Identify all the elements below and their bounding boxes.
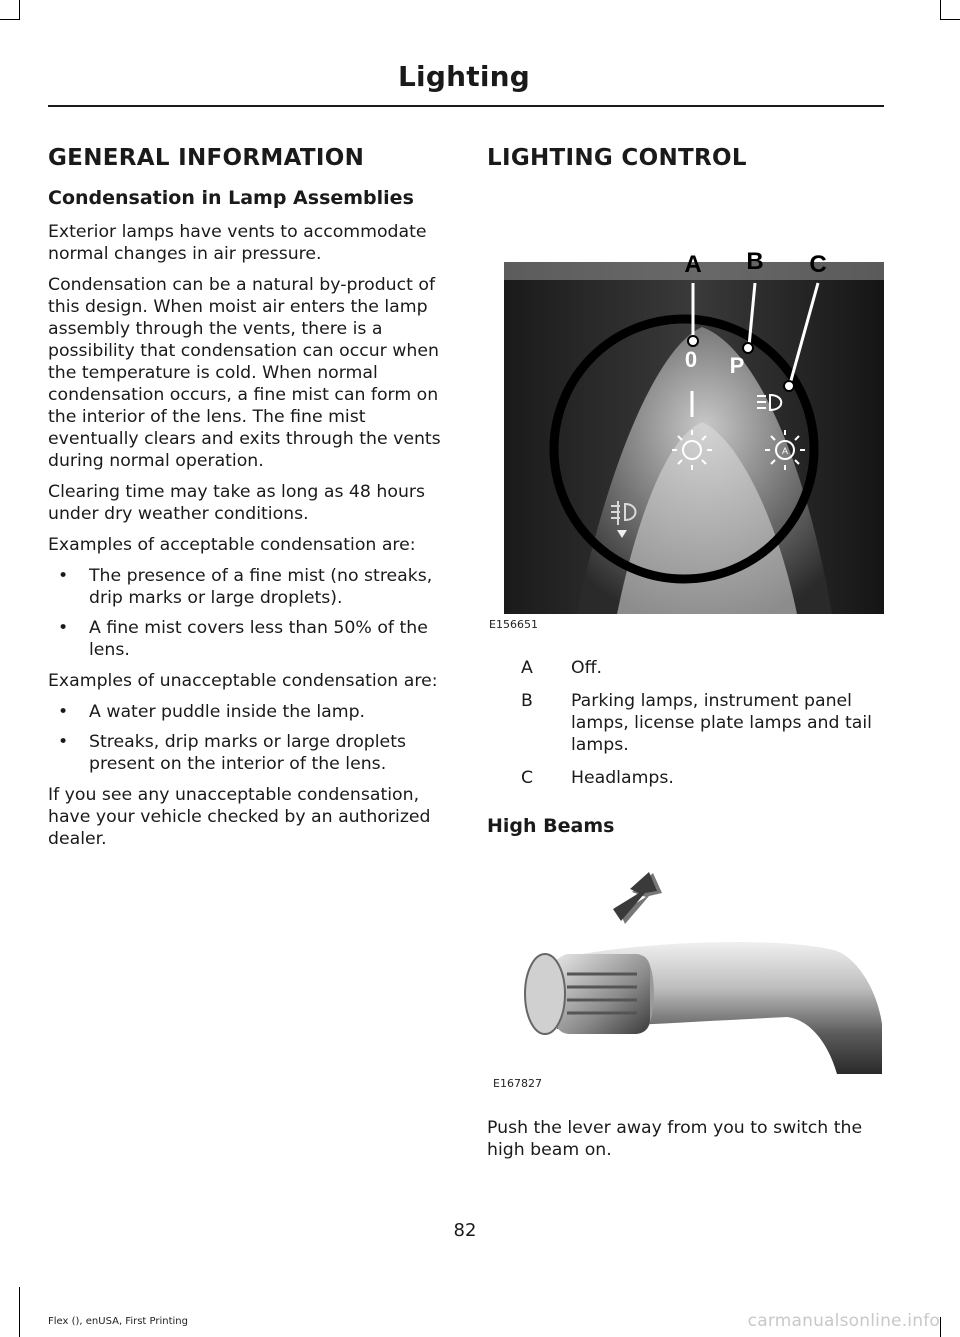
edition-footer: Flex (), enUSA, First Printing xyxy=(48,1316,188,1327)
crop-mark xyxy=(19,0,20,20)
callout-dot-a xyxy=(688,336,698,346)
multifunction-lever-illustration xyxy=(487,849,887,1087)
paragraph: Examples of unacceptable condensation are: xyxy=(48,671,438,691)
crop-mark xyxy=(940,19,960,20)
unacceptable-list xyxy=(48,701,448,775)
parking-lamp-icon: P xyxy=(729,353,745,378)
subtitle-condensation: Condensation in Lamp Assemblies xyxy=(48,187,414,209)
lighting-control-figure xyxy=(487,187,887,631)
page-title: Lighting xyxy=(398,60,530,93)
crop-mark xyxy=(0,19,20,20)
figure-code: E167827 xyxy=(493,1077,542,1090)
section-title-lighting-control: LIGHTING CONTROL xyxy=(487,145,747,171)
list-item: • A water puddle inside the lamp. xyxy=(48,701,448,723)
callout-label-c: C xyxy=(809,251,827,278)
list-item: • Streaks, drip marks or large droplets present on the interior of the lens. xyxy=(48,731,448,775)
paragraph: If you see any unacceptable condensation, have your vehicle checked by an authorized dealer. xyxy=(48,785,431,849)
legend-row xyxy=(487,767,887,789)
right-column xyxy=(487,145,887,1170)
callout-dot-c xyxy=(784,381,794,391)
callout-label-a: A xyxy=(684,251,702,278)
subtitle-high-beams: High Beams xyxy=(487,815,615,837)
list-item: • The presence of a fine mist (no streaks, drip marks or large droplets). xyxy=(48,565,448,609)
crop-mark xyxy=(940,0,941,20)
header-rule xyxy=(48,105,884,107)
legend-key: B xyxy=(521,691,533,711)
paragraph: Push the lever away from you to switch the high beam on. xyxy=(487,1118,863,1160)
legend xyxy=(487,657,887,789)
headlamp-switch-illustration xyxy=(487,187,887,627)
watermark: carmanualsonline.info xyxy=(747,1311,940,1331)
page-number: 82 xyxy=(453,1220,477,1241)
callout-label-b: B xyxy=(746,248,764,275)
paragraph: Examples of acceptable condensation are: xyxy=(48,535,416,555)
section-title-general-information: GENERAL INFORMATION xyxy=(48,145,365,171)
legend-text: Off. xyxy=(571,658,603,678)
crop-mark xyxy=(940,1317,941,1337)
legend-row xyxy=(487,690,887,756)
lever-end-cap xyxy=(525,954,565,1034)
svg-text:A: A xyxy=(781,446,789,456)
callout-dot-b xyxy=(743,343,753,353)
crop-mark xyxy=(19,1287,20,1337)
paragraph: Condensation can be a natural by-product of this design. When moist air enters the lamp assembly through the vents, there is a possibility that condensation can occur when the temperature is cold. When normal condensation occurs, a fine mist can form on the interior of the lens. The fine mist eventually clears and exits through the vents during normal operation. xyxy=(48,275,441,471)
lever-dial xyxy=(555,954,650,1034)
figure-code: E156651 xyxy=(489,618,538,631)
push-arrow-shadow xyxy=(613,872,657,921)
legend-key: C xyxy=(521,768,534,788)
dial-label-off: 0 xyxy=(684,347,698,372)
paragraph: Exterior lamps have vents to accommodate normal changes in air pressure. xyxy=(48,222,427,264)
paragraph: Clearing time may take as long as 48 hours under dry weather conditions. xyxy=(48,482,426,524)
acceptable-list xyxy=(48,565,448,661)
legend-text: Parking lamps, instrument panel lamps, license plate lamps and tail lamps. xyxy=(571,691,872,755)
list-item: • A fine mist covers less than 50% of the lens. xyxy=(48,617,448,661)
legend-row xyxy=(487,657,887,679)
legend-text: Headlamps. xyxy=(571,768,674,788)
legend-key: A xyxy=(521,658,533,678)
high-beams-figure xyxy=(487,849,887,1090)
left-column xyxy=(48,145,448,859)
